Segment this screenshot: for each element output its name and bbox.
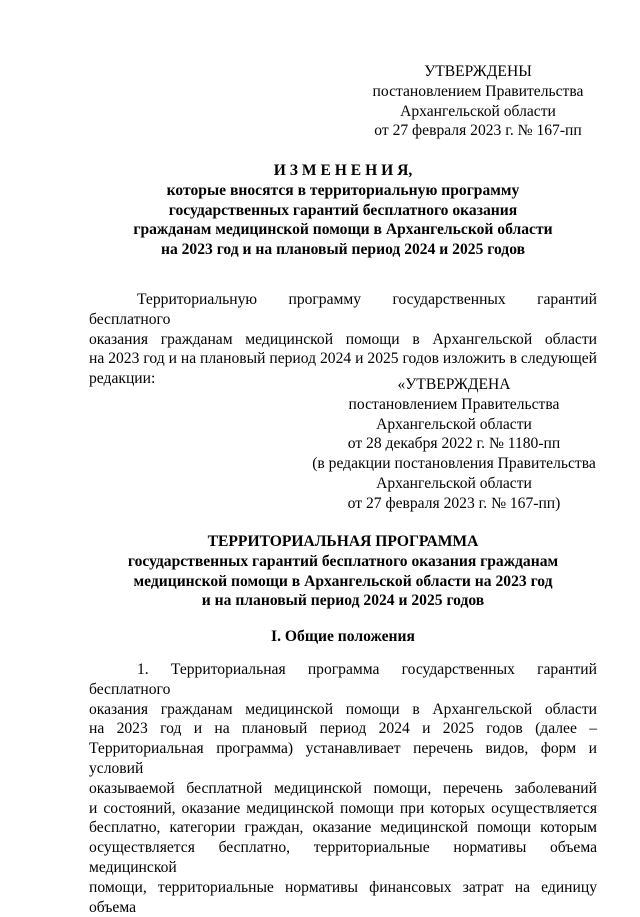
approval-line: (в редакции постановления Правительства <box>312 455 596 473</box>
approval-line: от 28 декабря 2022 г. № 1180-пп <box>347 435 561 453</box>
paragraph-line: оказания гражданам медицинской помощи в Архангельской области <box>89 700 597 718</box>
program-heading <box>89 532 597 611</box>
changes-title: И З М Е Н Е Н И Я, <box>273 162 413 179</box>
section-title: I. Общие положения <box>271 628 415 645</box>
paragraph-line: Территориальную программу государственных гарантий бесплатного <box>89 291 597 328</box>
changes-heading <box>89 161 597 260</box>
approval-block-inner <box>312 375 596 514</box>
paragraph-line: Территориальная программа) устанавливает перечень видов, форм и условий <box>89 740 597 777</box>
paragraph-line: помощи, территориальные нормативы финансовых затрат на единицу объема <box>89 878 597 916</box>
paragraph-line: на 2023 год и на плановый период 2024 и 2025 годов изложить в следующей <box>89 350 597 368</box>
paragraph-line: бесплатно, категории граждан, оказание медицинской помощи которым <box>89 819 597 837</box>
changes-line: государственных гарантий бесплатного оказания <box>168 201 518 219</box>
paragraph-line: и состояний, оказание медицинской помощи при которых осуществляется <box>89 799 597 817</box>
approval-line: постановлением Правительства <box>372 82 584 100</box>
paragraph-1 <box>89 660 597 917</box>
program-title: ТЕРРИТОРИАЛЬНАЯ ПРОГРАММА <box>207 533 479 550</box>
approval-line: Архангельской области <box>376 474 532 492</box>
section-title-block <box>89 627 597 647</box>
program-line: государственных гарантий бесплатного оказания гражданам <box>127 552 559 570</box>
approval-line: Архангельской области <box>400 102 556 120</box>
program-line: медицинской помощи в Архангельской области на 2023 год <box>133 572 553 590</box>
changes-line: которые вносятся в территориальную программу <box>166 181 520 199</box>
approval-line: постановлением Правительства <box>348 395 560 413</box>
approval-line: Архангельской области <box>376 415 532 433</box>
approval-title: «УТВЕРЖДЕНА <box>397 376 511 393</box>
paragraph-line: оказания гражданам медицинской помощи в Архангельской области <box>89 330 597 348</box>
changes-line: на 2023 год и на плановый период 2024 и 2025 годов <box>160 241 526 259</box>
approval-title: УТВЕРЖДЕНЫ <box>424 63 532 80</box>
paragraph-line: редакции: <box>89 370 156 388</box>
approval-line: от 27 февраля 2023 г. № 167-пп) <box>347 494 561 512</box>
paragraph-line: осуществляется бесплатно, территориальные нормативы объема медицинской <box>89 839 597 876</box>
paragraph-line: оказываемой бесплатной медицинской помощи, перечень заболеваний <box>89 779 597 797</box>
program-line: и на плановый период 2024 и 2025 годов <box>201 592 485 610</box>
approval-block-top <box>360 62 596 141</box>
paragraph-line: 1. Территориальная программа государственных гарантий бесплатного <box>89 661 597 698</box>
approval-line: от 27 февраля 2023 г. № 167-пп <box>374 122 582 140</box>
paragraph-line: на 2023 год и на плановый период 2024 и 2025 годов (далее – <box>89 720 597 738</box>
changes-line: гражданам медицинской помощи в Архангельской области <box>133 221 553 239</box>
